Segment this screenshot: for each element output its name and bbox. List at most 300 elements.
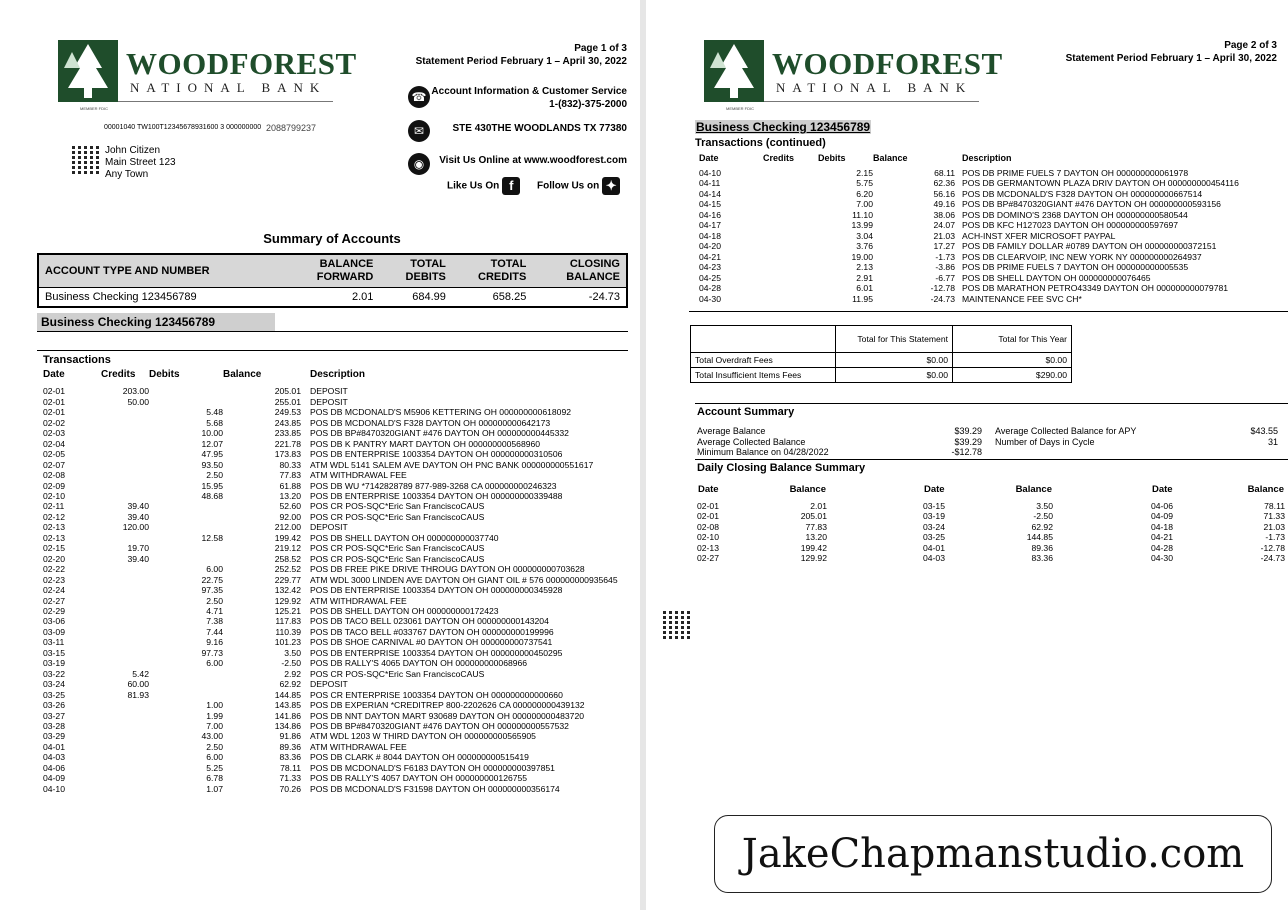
tx-description: POS DB EXPERIAN *CREDITREP 800-2202626 CA 000000000439132: [310, 700, 585, 711]
summary-title: Summary of Accounts: [263, 231, 401, 246]
tx-header-credits: Credits: [763, 153, 795, 163]
bank-address: STE 430THE WOODLANDS TX 77380: [452, 123, 627, 134]
summary-header-balance-forward: BALANCE FORWARD: [281, 254, 379, 288]
tx-row: [699, 294, 1239, 305]
daily-date: 04-09: [1151, 511, 1173, 521]
daily-row: [923, 553, 1053, 564]
tx-balance: 110.39: [275, 626, 301, 637]
tx-balance: 101.23: [274, 637, 301, 648]
tx-description: POS DB PRIME FUELS 7 DAYTON OH 000000000005535: [962, 262, 1189, 272]
tree-logo-icon: [58, 40, 118, 102]
daily-balance: 199.42: [800, 542, 827, 553]
tx-row: [43, 407, 618, 417]
tx-debit: [149, 690, 223, 700]
tx-header-date: Date: [43, 369, 65, 380]
tx-balance: 24.07: [933, 220, 955, 230]
website-link[interactable]: Visit Us Online at www.woodforest.com: [439, 155, 627, 166]
daily-balance: 71.33: [1263, 511, 1285, 521]
tx-balance: 62.36: [933, 178, 955, 188]
tx-row: [43, 669, 618, 679]
tx-credit: [101, 616, 149, 626]
daily-balance: 83.36: [1031, 553, 1053, 563]
tx-balance: 129.92: [274, 595, 301, 606]
tx-date: 04-15: [699, 199, 721, 209]
summary-line: [697, 437, 982, 448]
tx-credit: [745, 273, 818, 284]
tx-description: ATM WITHDRAWAL FEE: [310, 595, 407, 606]
tx-debit: 6.00: [206, 658, 223, 669]
daily-row: [1151, 501, 1285, 512]
daily-date: 02-27: [697, 553, 719, 563]
tx-description: POS DB RALLY'S 4065 DAYTON OH 000000000068966: [310, 658, 528, 669]
tx-header-debits: Debits: [149, 369, 180, 380]
tx-credit: [745, 199, 818, 210]
tx-credit: [745, 210, 818, 221]
tx-date: 04-21: [699, 251, 721, 262]
daily-row: [1151, 522, 1285, 533]
tx-balance: 219.12: [274, 543, 301, 554]
tx-debit: 3.76: [856, 241, 873, 251]
tx-description: DEPOSIT: [310, 386, 348, 397]
summary-label: Minimum Balance on 04/28/2022: [697, 447, 829, 457]
contact-phone-block: [431, 85, 627, 111]
tx-row: [43, 773, 618, 783]
daily-row: [1151, 553, 1285, 564]
tx-credit: 60.00: [127, 679, 149, 690]
tx-row: [43, 418, 618, 428]
daily-balance: -24.73: [1260, 553, 1285, 563]
summary-rule: [695, 403, 1288, 404]
fees-table: [690, 325, 1072, 383]
tx-row: [43, 731, 618, 741]
tx-description: POS DB MCDONALD'S F328 DAYTON OH 000000000642173: [310, 417, 551, 428]
daily-balance: -12.78: [1260, 542, 1285, 553]
tx-date: 03-29: [43, 731, 65, 742]
tx-credit: [101, 721, 149, 731]
tx-balance: 80.33: [279, 459, 301, 470]
tx-row: [699, 252, 1239, 263]
tx-debit: 2.50: [206, 470, 223, 481]
tx-credit: [101, 428, 149, 438]
daily-row: [923, 511, 1053, 522]
tx-description: POS DB ENTERPRISE 1003354 DAYTON OH 000000000345928: [310, 585, 563, 596]
tx-balance: 13.20: [279, 490, 301, 501]
tx-date: 02-11: [43, 501, 65, 512]
tx-balance: 212.00: [274, 522, 301, 533]
summary-total-debits: 684.99: [412, 291, 446, 303]
tx-credit: [745, 241, 818, 252]
tx-debit: [149, 386, 223, 396]
tx-credit: [101, 763, 149, 773]
tx-description: POS CR POS-SQC*Eric San FranciscoCAUS: [310, 553, 485, 564]
tx-row: [43, 711, 618, 721]
tx-description: POS DB ENTERPRISE 1003354 DAYTON OH 000000000450295: [310, 647, 563, 658]
tx-description: ATM WDL 1203 W THIRD DAYTON OH 000000000565905: [310, 731, 536, 742]
summary-label: Number of Days in Cycle: [995, 436, 1095, 447]
tx-row: [43, 784, 618, 794]
tx-date: 02-09: [43, 480, 65, 491]
customer-city: Any Town: [105, 169, 149, 180]
tx-balance: -3.86: [935, 262, 955, 272]
tx-row: [699, 241, 1239, 252]
tx-date: 03-26: [43, 700, 65, 711]
tx-row: [43, 428, 618, 438]
tx-description: POS DB WU *7142828789 877-989-3268 CA 000000000246323: [310, 480, 557, 491]
summary-header-total-debits: TOTAL DEBITS: [379, 254, 452, 288]
tx-row: [43, 752, 618, 762]
tx-debit: 1.07: [206, 783, 223, 794]
tx-debit: [149, 679, 223, 689]
fees-header-row: [691, 326, 1072, 353]
tx-date: 02-13: [43, 532, 65, 543]
daily-row: [697, 522, 827, 533]
summary-table: [37, 253, 628, 308]
tx-date: 03-06: [43, 616, 65, 627]
tx-balance: 249.53: [274, 407, 301, 418]
tx-balance: 233.85: [274, 428, 301, 439]
tx-balance: 17.27: [933, 241, 955, 251]
tx-date: 04-01: [43, 741, 65, 752]
tx-date: 03-28: [43, 720, 65, 731]
watermark: JakeChapmanstudio.com: [714, 815, 1272, 893]
tx-credit: [745, 231, 818, 242]
fees-statement: $0.00: [836, 368, 953, 383]
statement-period: Statement Period February 1 – April 30, 2022: [415, 56, 627, 67]
statement-page-2: [646, 0, 1288, 910]
tx-date: 04-28: [699, 283, 721, 293]
daily-row: [923, 543, 1053, 554]
account-summary-left: [697, 426, 982, 458]
tx-row: [43, 763, 618, 773]
tx-row: [699, 231, 1239, 242]
tx-balance: 258.52: [274, 553, 301, 564]
tx-row: [43, 439, 618, 449]
tx-balance: -24.73: [930, 293, 955, 304]
tx-description: POS DB SHOE CARNIVAL #0 DAYTON OH 000000000737541: [310, 637, 553, 648]
account-code: 00001040 TW100T12345678931600 3 000000000: [104, 124, 262, 131]
tx-balance: 221.78: [274, 438, 301, 449]
tx-description: POS DB BP#8470320GIANT #476 DAYTON OH 000000000557532: [310, 720, 569, 731]
tx-description: MAINTENANCE FEE SVC CH*: [962, 293, 1082, 304]
daily-header-balance: Balance: [1247, 484, 1284, 495]
tx-row: [43, 449, 618, 459]
daily-header-balance: Balance: [789, 484, 826, 495]
tx-description: POS DB FREE PIKE DRIVE THROUG DAYTON OH 000000000703628: [310, 564, 585, 575]
tx-date: 02-08: [43, 470, 65, 481]
tx-balance: -2.50: [281, 658, 301, 669]
fees-label: Total Insufficient Items Fees: [691, 368, 836, 383]
tx-row: [699, 283, 1239, 294]
daily-header-balance: Balance: [1015, 484, 1052, 495]
section-title: Business Checking 123456789: [696, 120, 871, 134]
tx-debit: 43.00: [201, 731, 223, 742]
tx-credit: [101, 658, 149, 668]
tx-credit: [745, 168, 818, 179]
tx-debit: 7.44: [206, 626, 223, 637]
tx-credit: [101, 439, 149, 449]
tx-debit: 7.38: [206, 616, 223, 627]
daily-date: 04-01: [923, 542, 945, 553]
daily-row: [697, 543, 827, 554]
member-fdic: MEMBER FDIC: [80, 106, 108, 111]
tx-body: [699, 168, 1239, 305]
daily-row: [923, 522, 1053, 533]
section-rule-2: [37, 350, 628, 351]
fees-header-statement: Total for This Statement: [836, 326, 953, 353]
tx-description: POS DB GERMANTOWN PLAZA DRIV DAYTON OH 000000000454116: [962, 178, 1239, 188]
tx-date: 04-14: [699, 188, 721, 199]
tx-debit: 6.78: [206, 773, 223, 784]
tx-header-row: [699, 153, 1239, 168]
tx-credit: [101, 648, 149, 658]
daily-row: [1151, 532, 1285, 543]
tx-date: 02-02: [43, 417, 65, 428]
tx-date: 04-20: [699, 241, 721, 251]
tx-row: [43, 679, 618, 689]
tx-balance: 3.50: [284, 647, 301, 658]
tx-balance: 117.83: [275, 616, 301, 627]
tx-credit: 39.40: [127, 553, 149, 564]
bank-name: WOODFOREST: [772, 46, 1003, 81]
tx-description: POS DB TACO BELL #033767 DAYTON OH 000000000199996: [310, 626, 554, 637]
tx-date: 02-01: [43, 396, 65, 407]
tx-credit: 39.40: [127, 501, 149, 512]
tx-date: 04-03: [43, 752, 65, 763]
tx-description: POS CR POS-SQC*Eric San FranciscoCAUS: [310, 501, 485, 512]
daily-balance: 129.92: [800, 553, 827, 563]
tx-description: ATM WITHDRAWAL FEE: [310, 470, 407, 481]
globe-icon: ◉: [408, 153, 430, 175]
tx-balance: 56.16: [933, 188, 955, 199]
tx-credit: [745, 189, 818, 200]
phone-number: 1-(832)-375-2000: [549, 99, 627, 110]
daily-balance: 2.01: [810, 500, 827, 511]
tx-row: [699, 168, 1239, 179]
tx-credit: [101, 731, 149, 741]
daily-balance: 78.11: [1264, 500, 1285, 511]
transactions-title: Transactions (continued): [695, 137, 826, 149]
tx-date: 03-15: [43, 647, 65, 658]
daily-row: [697, 553, 827, 564]
twitter-icon: ✦: [602, 177, 620, 195]
tx-description: POS DB DOMINO'S 2368 DAYTON OH 000000000580544: [962, 209, 1188, 220]
daily-title: Daily Closing Balance Summary: [697, 462, 866, 474]
tx-date: 03-27: [43, 710, 65, 721]
tx-row: [43, 575, 618, 585]
tx-row: [43, 690, 618, 700]
daily-date: 04-21: [1151, 532, 1173, 542]
transactions-table: [43, 370, 618, 794]
tx-row: [43, 627, 618, 637]
customer-name: John Citizen: [105, 145, 161, 156]
tx-debit: [149, 501, 223, 511]
tx-credit: [745, 294, 818, 305]
tx-header-description: Description: [962, 153, 1012, 163]
tx-debit: 6.01: [856, 283, 873, 293]
tx-date: 04-16: [699, 209, 721, 220]
tx-date: 02-23: [43, 574, 65, 585]
tx-debit: 6.20: [856, 188, 873, 199]
page-number: Page 2 of 3: [1224, 40, 1277, 51]
daily-balance: 144.85: [1026, 532, 1053, 542]
tx-description: POS DB MCDONALD'S F6183 DAYTON OH 000000000397851: [310, 762, 555, 773]
tx-debit: 12.07: [201, 438, 223, 449]
tx-date: 04-09: [43, 773, 65, 784]
tx-row: [43, 648, 618, 658]
tx-credit: [101, 773, 149, 783]
tx-credit: 19.70: [127, 543, 149, 554]
section-title: Business Checking 123456789: [37, 313, 275, 331]
tx-balance: 68.11: [934, 167, 955, 178]
tx-date: 04-06: [43, 762, 65, 773]
tx-credit: [745, 283, 818, 294]
tx-date: 02-04: [43, 438, 65, 449]
tx-debit: 97.73: [201, 647, 223, 658]
tx-description: POS DB BP#8470320GIANT #476 DAYTON OH 000000000593156: [962, 199, 1221, 209]
tx-description: POS DB K PANTRY MART DAYTON OH 000000000568960: [310, 438, 541, 449]
tx-date: 02-22: [43, 564, 65, 575]
tx-credit: [101, 752, 149, 762]
tx-description: DEPOSIT: [310, 679, 348, 690]
tx-date: 02-05: [43, 449, 65, 460]
tx-row: [43, 637, 618, 647]
tx-balance: 173.83: [274, 449, 301, 460]
daily-date: 02-13: [697, 542, 719, 553]
tx-description: POS DB MCDONALD'S F328 DAYTON OH 000000000667514: [962, 188, 1203, 199]
tx-description: DEPOSIT: [310, 522, 348, 533]
tx-debit: 2.13: [856, 262, 873, 272]
tx-debit: 3.04: [856, 230, 873, 241]
tx-date: 02-20: [43, 553, 65, 564]
tx-balance: 229.77: [274, 574, 301, 585]
tx-date: 04-30: [699, 293, 721, 304]
tx-date: 04-17: [699, 220, 721, 230]
tx-balance: 77.83: [279, 470, 301, 481]
transactions-title: Transactions: [43, 354, 111, 366]
phone-label: Account Information & Customer Service: [431, 86, 627, 97]
tx-debit: 47.95: [201, 449, 223, 460]
tx-balance: 89.36: [279, 741, 301, 752]
tx-credit: 50.00: [127, 396, 149, 407]
tx-description: POS DB BP#8470320GIANT #476 DAYTON OH 000000000445332: [310, 428, 569, 439]
tx-debit: 4.71: [206, 605, 223, 616]
daily-date: 04-18: [1151, 521, 1173, 532]
daily-date: 02-01: [697, 500, 719, 511]
daily-header-date: Date: [698, 484, 719, 495]
daily-date: 03-24: [923, 521, 945, 532]
daily-balance: -1.73: [1265, 532, 1285, 542]
tx-balance: 83.36: [279, 752, 301, 763]
statement-period: Statement Period February 1 – April 30, 2022: [1065, 53, 1277, 64]
fees-year: $0.00: [953, 353, 1072, 368]
daily-balance: -2.50: [1033, 511, 1053, 521]
fees-header-year: Total for This Year: [953, 326, 1072, 353]
tx-credit: [101, 460, 149, 470]
daily-header-date: Date: [924, 484, 945, 495]
daily-date: 04-28: [1151, 542, 1173, 553]
tx-description: POS DB CLARK # 8044 DAYTON OH 000000000515419: [310, 752, 529, 763]
tx-debit: 19.00: [851, 251, 873, 262]
daily-row: [1151, 511, 1285, 522]
summary-total-credits: 658.25: [492, 291, 527, 303]
tx-debit: 7.00: [206, 720, 223, 731]
daily-balance: 89.36: [1031, 542, 1053, 553]
tx-credit: [101, 449, 149, 459]
tx-date: 02-13: [43, 522, 65, 533]
bank-subtitle: NATIONAL BANK: [130, 80, 327, 95]
tx-credit: [101, 481, 149, 491]
tx-credit: [101, 711, 149, 721]
tx-credit: 203.00: [122, 386, 149, 397]
tx-debit: 6.00: [206, 564, 223, 575]
summary-value: $43.55: [1250, 426, 1278, 436]
tx-description: POS CR POS-SQC*Eric San FranciscoCAUS: [310, 543, 485, 554]
tx-balance: 144.85: [274, 689, 301, 700]
tx-debit: 2.50: [206, 741, 223, 752]
summary-line: [995, 437, 1278, 448]
bank-logo-2: [704, 40, 1003, 115]
summary-row: [38, 288, 627, 308]
tx-date: 04-23: [699, 262, 721, 272]
summary-value: -$12.78: [951, 447, 982, 457]
tx-row: [43, 658, 618, 668]
daily-table-3: [1151, 484, 1285, 564]
tx-credit: [101, 627, 149, 637]
bank-subtitle: NATIONAL BANK: [776, 80, 973, 95]
daily-date: 02-10: [697, 532, 719, 542]
tx-row: [699, 210, 1239, 221]
summary-line: [697, 447, 982, 458]
summary-value: 31: [1267, 436, 1278, 447]
tx-row: [43, 460, 618, 470]
tx-balance: 91.86: [279, 731, 301, 742]
account-code-2: 2088799237: [266, 123, 317, 133]
tx-debit: 22.75: [201, 574, 223, 585]
tx-balance: -1.73: [935, 251, 955, 262]
fees-year: $290.00: [953, 368, 1072, 383]
fees-row: [691, 368, 1072, 383]
facebook-link[interactable]: [447, 177, 520, 195]
tx-debit: 5.68: [206, 417, 223, 428]
account-summary-right: [995, 426, 1278, 447]
tx-balance: 125.21: [274, 605, 301, 616]
qr-code-icon: [69, 145, 99, 176]
summary-balance-forward: 2.01: [351, 291, 374, 303]
tx-debit: [149, 397, 223, 407]
tx-balance: 141.86: [274, 710, 301, 721]
tx-credit: [101, 585, 149, 595]
tx-debit: [149, 512, 223, 522]
summary-line: [697, 426, 982, 437]
tx-balance: 21.03: [933, 230, 955, 241]
tx-description: POS DB MCDONALD'S F31598 DAYTON OH 000000000356174: [310, 783, 560, 794]
bank-logo: [58, 40, 357, 115]
tx-row: [43, 564, 618, 574]
tx-row: [699, 189, 1239, 200]
daily-row: [697, 511, 827, 522]
tx-date: 02-24: [43, 585, 65, 596]
tx-row: [43, 481, 618, 491]
daily-row: [697, 501, 827, 512]
summary-closing-balance: -24.73: [588, 291, 620, 303]
daily-date: 02-08: [697, 521, 719, 532]
tx-credit: 39.40: [127, 511, 149, 522]
tx-credit: 5.42: [132, 668, 149, 679]
tx-debit: [149, 543, 223, 553]
tx-row: [43, 554, 618, 564]
tx-balance: 255.01: [274, 396, 301, 407]
twitter-link[interactable]: [537, 177, 620, 195]
